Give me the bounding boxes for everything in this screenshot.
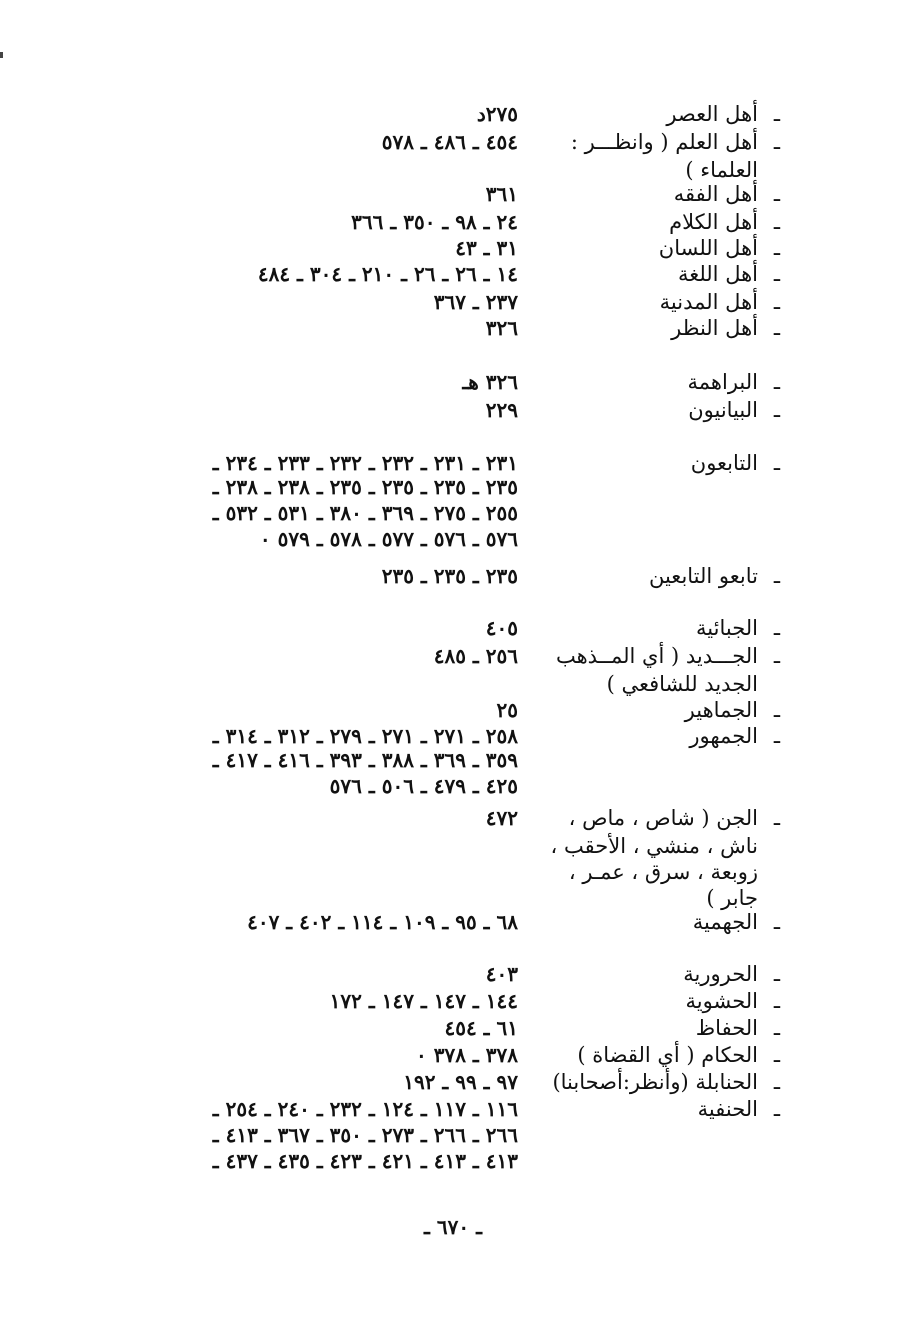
bullet-dash: ـ <box>773 1070 780 1094</box>
index-row <box>0 670 906 698</box>
page-refs: ٢٣٥ ـ ٢٣٥ ـ ٢٣٥ <box>381 564 518 588</box>
page-refs: ٢٣٥ ـ ٢٣٥ ـ ٢٣٥ ـ ٢٣٥ ـ ٢٣٨ ـ ٢٣٨ ـ <box>212 475 518 499</box>
index-row <box>0 1121 906 1149</box>
index-row <box>0 960 906 988</box>
bullet-dash: ـ <box>773 564 780 588</box>
index-row <box>0 368 906 396</box>
index-row <box>0 562 906 590</box>
bullet-dash: ـ <box>773 724 780 748</box>
index-term: الجماهير <box>684 698 758 722</box>
page-refs: ٢٤ ـ ٩٨ ـ ٣٥٠ ـ ٣٦٦ <box>351 210 518 234</box>
page-refs: ٢٧٥د <box>476 102 518 126</box>
index-row <box>0 1147 906 1175</box>
index-row <box>0 234 906 262</box>
page-refs: ٤٧٢ <box>485 806 518 830</box>
index-row <box>0 614 906 642</box>
index-term: التابعون <box>690 451 758 475</box>
index-row <box>0 1095 906 1123</box>
index-term: الجمهور <box>689 724 758 748</box>
page-refs: ٤٢٥ ـ ٤٧٩ ـ ٥٠٦ ـ ٥٧٦ <box>329 774 518 798</box>
index-term: أهل العصر <box>666 102 758 126</box>
index-row <box>0 1068 906 1096</box>
index-row <box>0 473 906 501</box>
bullet-dash: ـ <box>773 989 780 1013</box>
index-term: الحنابلة (وأنظر:أصحابنا) <box>552 1070 758 1094</box>
bullet-dash: ـ <box>773 698 780 722</box>
bullet-dash: ـ <box>773 910 780 934</box>
index-row <box>0 696 906 724</box>
index-term: ناش ، منشي ، الأحقب ، <box>550 834 758 858</box>
index-row <box>0 396 906 424</box>
bullet-dash: ـ <box>773 236 780 260</box>
bullet-dash: ـ <box>773 182 780 206</box>
index-term: أهل الكلام <box>669 210 758 234</box>
page-refs: ٢٣٧ ـ ٣٦٧ <box>433 290 518 314</box>
index-term: أهل الفقه <box>673 182 758 206</box>
index-row <box>0 858 906 886</box>
bullet-dash: ـ <box>773 451 780 475</box>
index-row <box>0 180 906 208</box>
index-term: الحرورية <box>683 962 758 986</box>
index-term: الجديد للشافعي ) <box>606 672 758 696</box>
bullet-dash: ـ <box>773 262 780 286</box>
index-row <box>0 987 906 1015</box>
page-refs: ٤٠٣ <box>485 962 518 986</box>
page-refs: ٢٥ <box>496 698 518 722</box>
index-term: أهل النظر <box>671 316 758 340</box>
index-row <box>0 804 906 832</box>
page-refs: ٣١ ـ ٤٣ <box>455 236 518 260</box>
index-term: أهل المدنية <box>659 290 758 314</box>
bullet-dash: ـ <box>773 644 780 668</box>
page-refs: ١٤٤ ـ ١٤٧ ـ ١٤٧ ـ ١٧٢ <box>329 989 518 1013</box>
index-term: الحنفية <box>697 1097 758 1121</box>
index-term: زوبعة ، سرق ، عمـر ، <box>568 860 758 884</box>
page-number: ـ ٦٧٠ ـ <box>424 1215 482 1239</box>
bullet-dash: ـ <box>773 316 780 340</box>
bullet-dash: ـ <box>773 1097 780 1121</box>
index-row <box>0 908 906 936</box>
index-row <box>0 525 906 553</box>
page-refs: ٤٥٤ ـ ٤٨٦ ـ ٥٧٨ <box>381 130 518 154</box>
page-refs: ٢٢٩ <box>485 398 518 422</box>
bullet-dash: ـ <box>773 370 780 394</box>
page-refs: ٣٧٨ ـ ٣٧٨ ٠ <box>416 1043 518 1067</box>
bullet-dash: ـ <box>773 210 780 234</box>
index-term: الحفاظ <box>695 1016 758 1040</box>
index-row <box>0 208 906 236</box>
page-refs: ١١٦ ـ ١١٧ ـ ١٢٤ ـ ٢٣٢ ـ ٢٤٠ ـ ٢٥٤ ـ <box>212 1097 518 1121</box>
page-refs: ٢٥٨ ـ ٢٧١ ـ ٢٧١ ـ ٢٧٩ ـ ٣١٢ ـ ٣١٤ ـ <box>212 724 518 748</box>
index-row <box>0 100 906 128</box>
index-row <box>0 746 906 774</box>
index-term: الحكام ( أي القضاة ) <box>577 1043 758 1067</box>
scan-mark <box>0 52 3 58</box>
index-term: البراهمة <box>687 370 758 394</box>
page-refs: ٢٣١ ـ ٢٣١ ـ ٢٣٢ ـ ٢٣٢ ـ ٢٣٣ ـ ٢٣٤ ـ <box>212 451 518 475</box>
bullet-dash: ـ <box>773 806 780 830</box>
page-refs: ٤١٣ ـ ٤١٣ ـ ٤٢١ ـ ٤٢٣ ـ ٤٣٥ ـ ٤٣٧ ـ <box>212 1149 518 1173</box>
index-row <box>0 260 906 288</box>
page-refs: ٣٢٦ هـ <box>462 370 518 394</box>
index-row <box>0 1014 906 1042</box>
index-row <box>0 499 906 527</box>
index-term: الجن ( شاص ، ماص ، <box>568 806 758 830</box>
page-refs: ١٤ ـ ٢٦ ـ ٢٦ ـ ٢١٠ ـ ٣٠٤ ـ ٤٨٤ <box>257 262 518 286</box>
page-refs: ٣٥٩ ـ ٣٦٩ ـ ٣٨٨ ـ ٣٩٣ ـ ٤١٦ ـ ٤١٧ ـ <box>212 748 518 772</box>
index-row <box>0 288 906 316</box>
bullet-dash: ـ <box>773 616 780 640</box>
page-refs: ٢٥٥ ـ ٢٧٥ ـ ٣٦٩ ـ ٣٨٠ ـ ٥٣١ ـ ٥٣٢ ـ <box>212 501 518 525</box>
page-refs: ٣٢٦ <box>485 316 518 340</box>
bullet-dash: ـ <box>773 290 780 314</box>
page-refs: ٤٠٥ <box>485 616 518 640</box>
index-row <box>0 772 906 800</box>
index-term: الجهمية <box>692 910 758 934</box>
index-row <box>0 128 906 156</box>
index-term: الحشوية <box>685 989 758 1013</box>
index-row <box>0 832 906 860</box>
page-refs: ٥٧٦ ـ ٥٧٦ ـ ٥٧٧ ـ ٥٧٨ ـ ٥٧٩ ٠ <box>259 527 518 551</box>
index-term: جابر ) <box>706 886 758 910</box>
index-row <box>0 642 906 670</box>
index-term: البيانيون <box>688 398 758 422</box>
index-term: الجـــديد ( أي المــذهب <box>555 644 758 668</box>
index-term: أهل العلم ( وانظـــر : <box>570 130 758 154</box>
index-term: الجبائية <box>696 616 758 640</box>
bullet-dash: ـ <box>773 1043 780 1067</box>
page-refs: ٦٨ ـ ٩٥ ـ ١٠٩ ـ ١١٤ ـ ٤٠٢ ـ ٤٠٧ <box>247 910 518 934</box>
index-term: أهل اللغة <box>677 262 758 286</box>
bullet-dash: ـ <box>773 102 780 126</box>
bullet-dash: ـ <box>773 962 780 986</box>
bullet-dash: ـ <box>773 1016 780 1040</box>
bullet-dash: ـ <box>773 130 780 154</box>
page-refs: ٢٦٦ ـ ٢٦٦ ـ ٢٧٣ ـ ٣٥٠ ـ ٣٦٧ ـ ٤١٣ ـ <box>212 1123 518 1147</box>
page-refs: ٩٧ ـ ٩٩ ـ ١٩٢ <box>403 1070 518 1094</box>
index-term: أهل اللسان <box>658 236 758 260</box>
page-refs: ٦١ ـ ٤٥٤ <box>444 1016 518 1040</box>
bullet-dash: ـ <box>773 398 780 422</box>
index-row <box>0 314 906 342</box>
page-refs: ٣٦١ <box>485 182 518 206</box>
index-term: تابعو التابعين <box>648 564 758 588</box>
index-row <box>0 1041 906 1069</box>
page-refs: ٢٥٦ ـ ٤٨٥ <box>433 644 518 668</box>
index-term: العلماء ) <box>685 158 758 182</box>
